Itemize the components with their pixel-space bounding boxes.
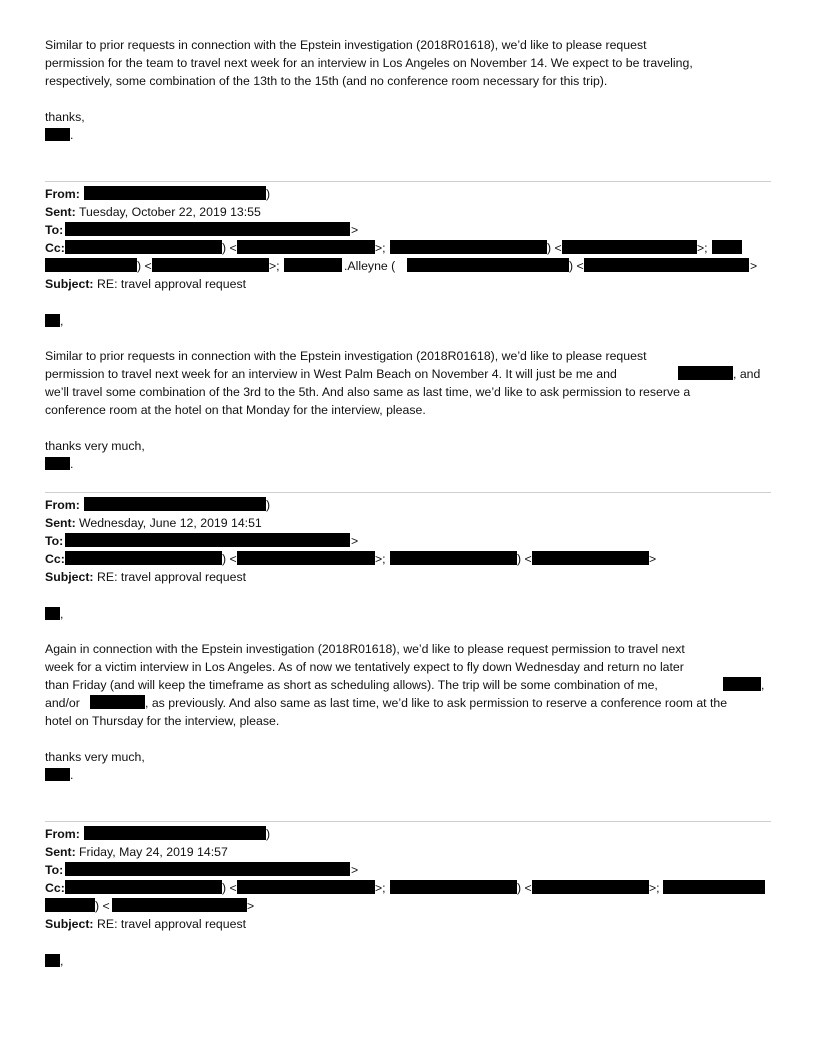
email-divider <box>45 181 771 182</box>
message-body-line: than Friday (and will keep the timeframe as short as scheduling allows). The trip will be some combination of me, <box>45 678 658 692</box>
email-divider <box>45 821 771 822</box>
cc-separator: >; <box>269 259 280 273</box>
redaction-cc <box>663 880 765 894</box>
redaction-cc <box>45 898 95 912</box>
from-label: From: <box>45 187 80 201</box>
redaction-cc <box>532 551 649 565</box>
cc-separator: ) < <box>517 881 532 895</box>
from-close: ) <box>266 498 271 512</box>
from-close: ) <box>266 827 271 841</box>
redaction-cc <box>112 898 247 912</box>
cc-label: Cc: <box>45 881 65 895</box>
subject-label: Subject: <box>45 917 94 931</box>
cc-close: > <box>750 259 758 273</box>
message-body-line: Again in connection with the Epstein investigation (2018R01618), we’d like to please request permission to travel next <box>45 642 685 656</box>
sent-label: Sent: <box>45 516 76 530</box>
cc-separator: ) < <box>222 881 237 895</box>
to-close: > <box>351 534 359 548</box>
salutation-comma: , <box>60 954 64 968</box>
cc-separator: ) < <box>95 899 110 913</box>
body-suffix: , <box>761 678 765 692</box>
redaction-to <box>65 862 350 876</box>
cc-separator: ) < <box>517 552 532 566</box>
email-divider <box>45 492 771 493</box>
message-body-line: Similar to prior requests in connection with the Epstein investigation (2018R01618), we’d like to please request <box>45 38 647 52</box>
redaction-cc <box>65 551 222 565</box>
sent-label: Sent: <box>45 845 76 859</box>
sent-label: Sent: <box>45 205 76 219</box>
signature-period: . <box>70 128 74 142</box>
sent-value: Friday, May 24, 2019 14:57 <box>79 845 228 859</box>
redaction-from <box>84 497 266 511</box>
redaction-to <box>65 222 350 236</box>
sent-value: Tuesday, October 22, 2019 13:55 <box>79 205 261 219</box>
from-label: From: <box>45 827 80 841</box>
to-label: To: <box>45 863 64 877</box>
redaction-name <box>678 366 733 380</box>
message-body-line: respectively, some combination of the 13th to the 15th (and no conference room necessary for this trip). <box>45 74 608 88</box>
redaction-cc <box>532 880 649 894</box>
cc-separator: >; <box>375 881 386 895</box>
redaction-cc <box>45 258 137 272</box>
salutation-comma: , <box>60 607 64 621</box>
redaction-cc <box>712 240 742 254</box>
to-label: To: <box>45 223 64 237</box>
body-suffix: , and <box>733 367 761 381</box>
subject-value: RE: travel approval request <box>97 570 247 584</box>
message-body-line: permission to travel next week for an interview in West Palm Beach on November 4. It will just be me and <box>45 367 617 381</box>
message-body-line: conference room at the hotel on that Monday for the interview, please. <box>45 403 426 417</box>
redaction-signature <box>45 128 70 141</box>
salutation-comma: , <box>60 314 64 328</box>
cc-separator: ) < <box>137 259 152 273</box>
message-closing: thanks, <box>45 110 85 124</box>
subject-value: RE: travel approval request <box>97 917 247 931</box>
cc-separator: >; <box>375 552 386 566</box>
from-label: From: <box>45 498 80 512</box>
cc-separator: >; <box>697 241 708 255</box>
to-close: > <box>351 863 359 877</box>
cc-separator: ) < <box>547 241 562 255</box>
redaction-signature <box>45 768 70 781</box>
redaction-salutation <box>45 954 60 967</box>
subject-label: Subject: <box>45 277 94 291</box>
message-body-line: and/or <box>45 696 80 710</box>
from-close: ) <box>266 187 271 201</box>
redaction-cc <box>65 880 222 894</box>
redaction-cc <box>584 258 749 272</box>
redaction-cc <box>152 258 269 272</box>
cc-separator: >; <box>375 241 386 255</box>
redaction-name <box>90 695 145 709</box>
redaction-cc <box>237 240 375 254</box>
redaction-cc <box>237 551 375 565</box>
cc-separator: >; <box>649 881 660 895</box>
redaction-salutation <box>45 607 60 620</box>
cc-close: > <box>649 552 657 566</box>
subject-value: RE: travel approval request <box>97 277 247 291</box>
body-suffix: , as previously. And also same as last time, we’d like to ask permission to reserve a conference room at the <box>145 696 728 710</box>
redaction-from <box>84 826 266 840</box>
message-closing: thanks very much, <box>45 750 145 764</box>
to-label: To: <box>45 534 64 548</box>
cc-separator: ) < <box>569 259 584 273</box>
redaction-cc <box>390 240 547 254</box>
redaction-cc <box>390 551 517 565</box>
redaction-cc <box>65 240 222 254</box>
redaction-cc <box>562 240 697 254</box>
cc-label: Cc: <box>45 241 65 255</box>
message-closing: thanks very much, <box>45 439 145 453</box>
message-body-line: week for a victim interview in Los Angeles. As of now we tentatively expect to fly down Wednesday and return no later <box>45 660 684 674</box>
to-close: > <box>351 223 359 237</box>
redaction-name <box>723 677 761 691</box>
cc-label: Cc: <box>45 552 65 566</box>
redaction-cc <box>390 880 517 894</box>
subject-label: Subject: <box>45 570 94 584</box>
redaction-from <box>84 186 266 200</box>
cc-separator: ) < <box>222 552 237 566</box>
redaction-cc <box>237 880 375 894</box>
redaction-salutation <box>45 314 60 327</box>
sent-value: Wednesday, June 12, 2019 14:51 <box>79 516 262 530</box>
cc-visible-name: .Alleyne ( <box>344 259 396 273</box>
redaction-to <box>65 533 350 547</box>
redaction-signature <box>45 457 70 470</box>
redaction-cc <box>407 258 569 272</box>
cc-close: > <box>247 899 255 913</box>
message-body-line: hotel on Thursday for the interview, please. <box>45 714 280 728</box>
redaction-cc <box>284 258 342 272</box>
message-body-line: we’ll travel some combination of the 3rd to the 5th. And also same as last time, we’d like to ask permission to reserve a <box>45 385 691 399</box>
signature-period: . <box>70 768 74 782</box>
cc-separator: ) < <box>222 241 237 255</box>
signature-period: . <box>70 457 74 471</box>
message-body-line: permission for the team to travel next week for an interview in Los Angeles on November 14. We expect to be traveling, <box>45 56 693 70</box>
message-body-line: Similar to prior requests in connection with the Epstein investigation (2018R01618), we’d like to please request <box>45 349 647 363</box>
